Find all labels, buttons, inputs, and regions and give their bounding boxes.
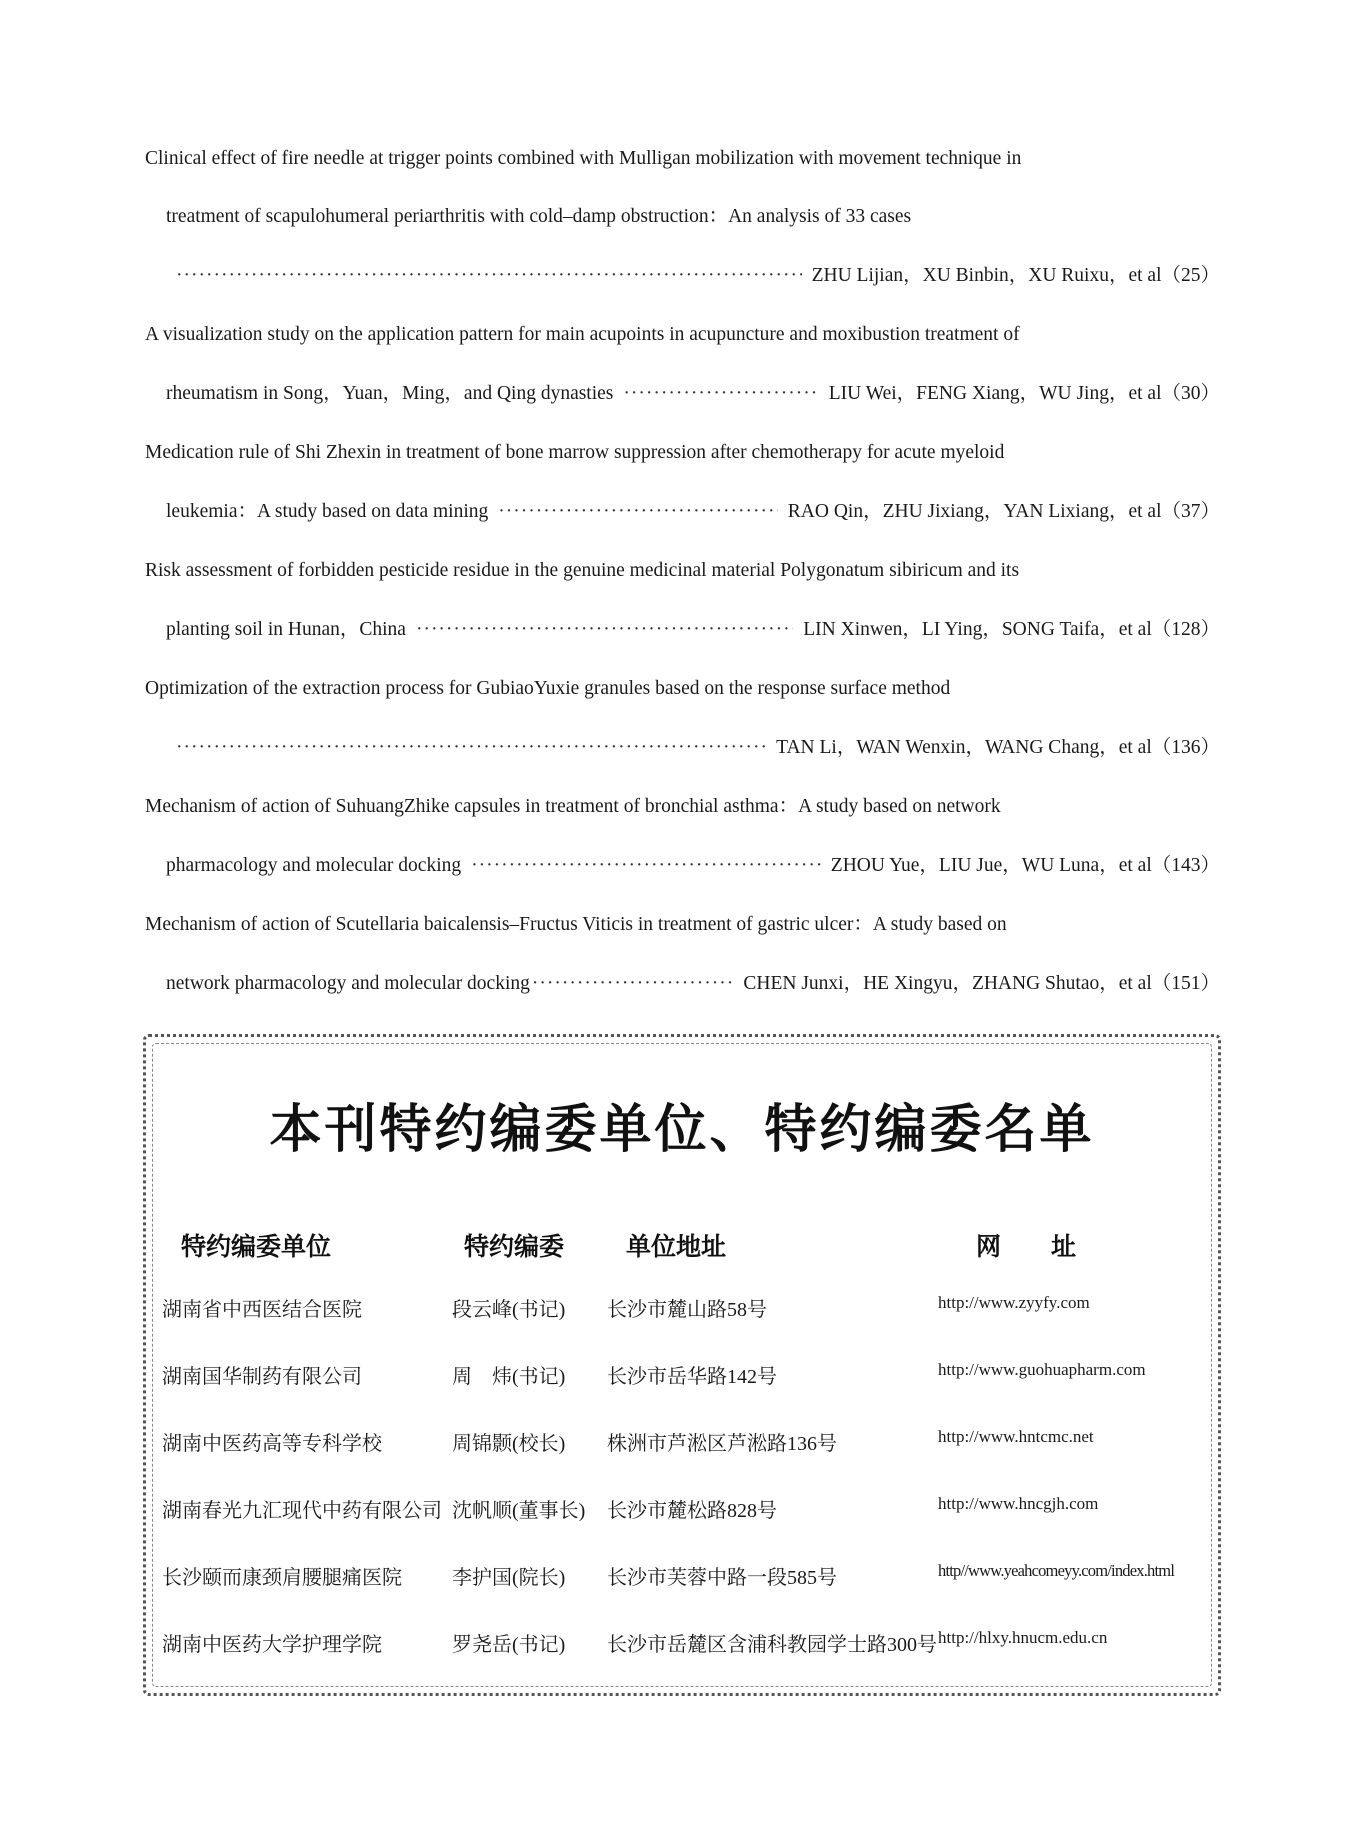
- header-address: 单位地址: [626, 1232, 727, 1261]
- dot-leader: [623, 364, 818, 424]
- member-name: 周 炜(书记): [452, 1366, 566, 1388]
- unit-name: 湖南省中西医结合医院: [162, 1299, 362, 1321]
- toc-authors: RAO Qin，ZHU Jixiang，YAN Lixiang，et al（37）: [787, 501, 1220, 522]
- unit-address: 长沙市芙蓉中路一段585号: [607, 1567, 837, 1589]
- toc-authors: LIU Wei，FENG Xiang，WU Jing，et al（30）: [828, 383, 1220, 404]
- board-table: [162, 1293, 1212, 1695]
- toc-authors: CHEN Junxi，HE Xingyu，ZHANG Shutao，et al（151）: [743, 973, 1220, 994]
- toc-authors: ZHOU Yue，LIU Jue，WU Luna，et al（143）: [830, 855, 1220, 876]
- toc-entry: [145, 778, 1220, 896]
- unit-name: 湖南国华制药有限公司: [162, 1366, 362, 1388]
- website-link[interactable]: http://www.hncgjh.com: [938, 1494, 1099, 1513]
- editorial-board-box: [143, 1034, 1221, 1696]
- toc-author-line: [145, 364, 1220, 424]
- unit-name: 湖南春光九汇现代中药有限公司: [162, 1500, 442, 1522]
- table-row: [162, 1293, 1212, 1360]
- toc-author-line: [145, 718, 1220, 778]
- toc-title-line: A visualization study on the application pattern for main acupoints in acupuncture and moxibustion treatment of: [145, 324, 1020, 345]
- toc-author-line: [145, 482, 1220, 542]
- unit-address: 长沙市麓松路828号: [607, 1500, 777, 1522]
- toc-entry: [145, 306, 1220, 424]
- board-title: 本刊特约编委单位、特约编委名单: [269, 1100, 1095, 1160]
- toc-entry: [145, 130, 1220, 306]
- toc-title-line: Mechanism of action of SuhuangZhike capsules in treatment of bronchial asthma：A study based on network: [145, 796, 1001, 817]
- toc-title-line: planting soil in Hunan，China: [166, 619, 406, 640]
- toc-title-line: network pharmacology and molecular docking: [166, 973, 530, 994]
- unit-address: 长沙市岳华路142号: [607, 1366, 777, 1388]
- toc-author-line: [145, 246, 1220, 306]
- toc-title-line: pharmacology and molecular docking: [166, 855, 462, 876]
- member-name: 李护国(院长): [452, 1567, 566, 1589]
- toc-authors: TAN Li，WAN Wenxin，WANG Chang，et al（136）: [776, 737, 1220, 758]
- dot-leader: [532, 954, 733, 1014]
- toc-title-line: Clinical effect of fire needle at trigger points combined with Mulligan mobilization with movement technique in: [145, 148, 1022, 169]
- toc-title-line: Medication rule of Shi Zhexin in treatment of bone marrow suppression after chemotherapy for acute myeloid: [145, 442, 1005, 463]
- toc-author-line: [145, 600, 1220, 660]
- dot-leader: [416, 600, 793, 660]
- unit-address: 长沙市岳麓区含浦科教园学士路300号: [607, 1634, 937, 1656]
- toc-authors: LIN Xinwen，LI Ying，SONG Taifa，et al（128）: [803, 619, 1220, 640]
- table-of-contents: [145, 130, 1220, 1014]
- toc-title-line: leukemia：A study based on data mining: [166, 501, 489, 522]
- toc-entry: [145, 424, 1220, 542]
- table-row: [162, 1494, 1212, 1561]
- website-link[interactable]: http://www.hntcmc.net: [938, 1427, 1094, 1446]
- toc-entry: [145, 896, 1220, 1014]
- header-website: 网 址: [976, 1232, 1077, 1261]
- table-row: [162, 1628, 1212, 1695]
- website-link[interactable]: http://hlxy.hnucm.edu.cn: [938, 1628, 1108, 1647]
- unit-address: 长沙市麓山路58号: [607, 1299, 767, 1321]
- toc-title-line: Risk assessment of forbidden pesticide residue in the genuine medicinal material Polygonatum sibiricum and its: [145, 560, 1020, 581]
- website-link[interactable]: http://www.zyyfy.com: [938, 1293, 1090, 1312]
- website-link[interactable]: http//www.yeahcomeyy.com/index.html: [938, 1561, 1175, 1580]
- table-row: [162, 1427, 1212, 1494]
- toc-entry: [145, 660, 1220, 778]
- toc-title-line: rheumatism in Song，Yuan，Ming，and Qing dynasties: [166, 383, 614, 404]
- unit-name: 湖南中医药大学护理学院: [162, 1634, 382, 1656]
- website-link[interactable]: http://www.guohuapharm.com: [938, 1360, 1146, 1379]
- toc-authors: ZHU Lijian，XU Binbin，XU Ruixu，et al（25）: [811, 265, 1220, 286]
- toc-entry: [145, 542, 1220, 660]
- toc-title-line: Optimization of the extraction process for GubiaoYuxie granules based on the response surface method: [145, 678, 951, 699]
- dot-leader: [176, 718, 766, 778]
- header-member: 特约编委: [464, 1232, 565, 1261]
- unit-address: 株洲市芦淞区芦淞路136号: [607, 1433, 837, 1455]
- dot-leader: [471, 836, 821, 896]
- member-name: 沈帆顺(董事长): [452, 1500, 586, 1522]
- table-row: [162, 1360, 1212, 1427]
- toc-title-line: Mechanism of action of Scutellaria baicalensis–Fructus Viticis in treatment of gastric ulcer：A study based on: [145, 914, 1007, 935]
- toc-author-line: [145, 954, 1220, 1014]
- header-unit: 特约编委单位: [181, 1232, 332, 1261]
- toc-author-line: [145, 836, 1220, 896]
- table-row: [162, 1561, 1212, 1628]
- member-name: 罗尧岳(书记): [452, 1634, 566, 1656]
- unit-name: 长沙颐而康颈肩腰腿痛医院: [162, 1567, 402, 1589]
- member-name: 段云峰(书记): [452, 1299, 566, 1321]
- toc-title-line: treatment of scapulohumeral periarthritis with cold–damp obstruction：An analysis of 33 cases: [166, 206, 912, 227]
- member-name: 周锦颢(校长): [452, 1433, 566, 1455]
- unit-name: 湖南中医药高等专科学校: [162, 1433, 382, 1455]
- dot-leader: [498, 482, 778, 542]
- dot-leader: [176, 246, 802, 306]
